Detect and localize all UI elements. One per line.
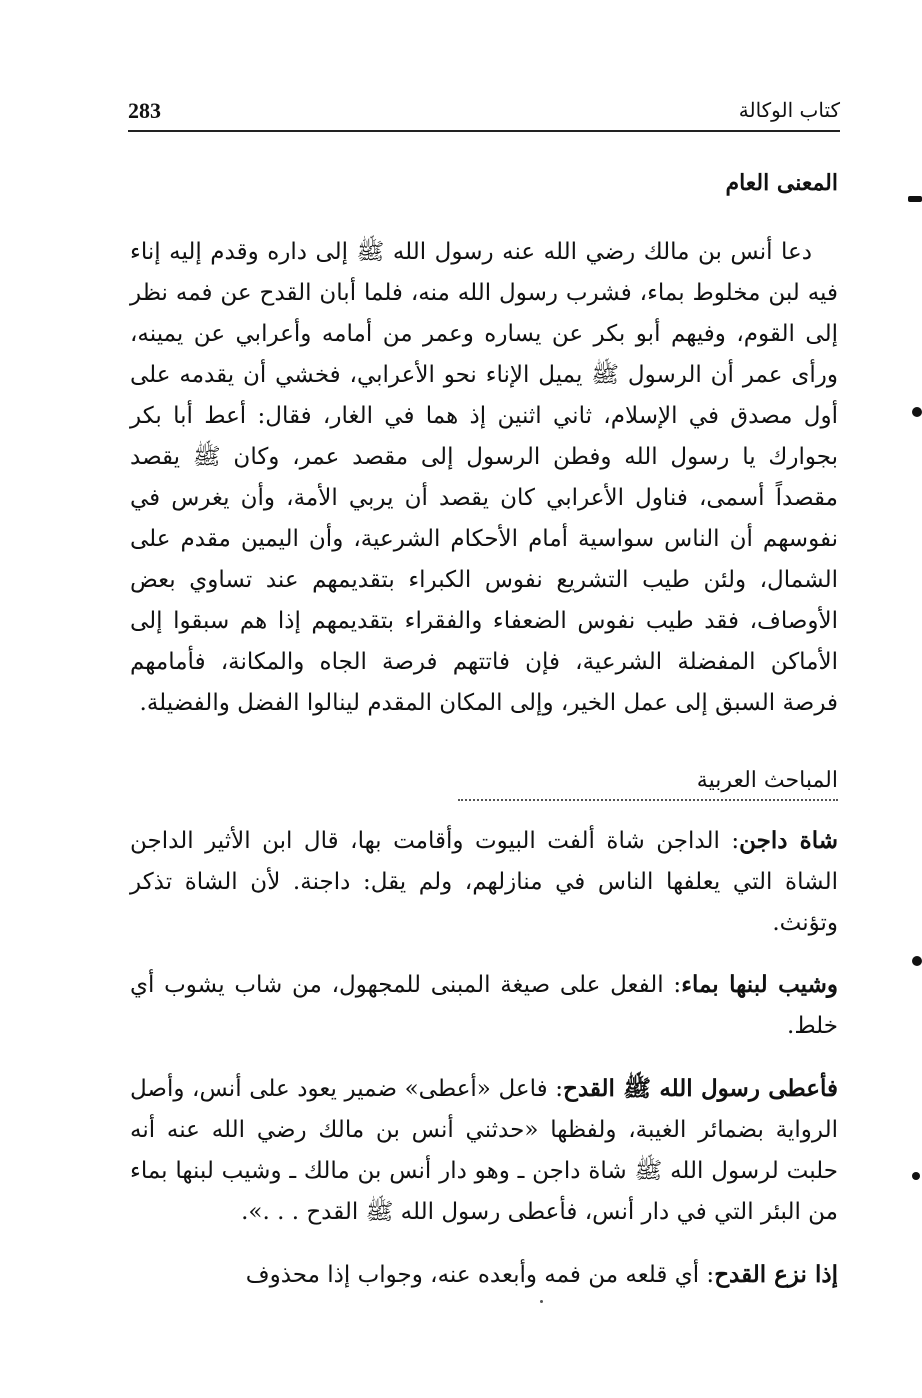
page-number: 283 <box>128 98 161 123</box>
dotted-underline <box>458 799 838 801</box>
definition-shib-labanuha: : الفعل على صيغة المبنى للمجهول، من شاب يشوب أي خلط. <box>130 972 838 1039</box>
paragraph-aata-alqadah <box>130 1068 838 1233</box>
definition-naza-alqadah: : أي قلعه من فمه وأبعده عنه، وجواب إذا محذوف <box>245 1262 715 1288</box>
paragraph-shib-labanuha <box>130 964 838 1047</box>
definition-aata-alqadah: : فاعل «أعطى» ضمير يعود على أنس، وأصل الرواية بضمائر الغيبة، ولفظها «حدثني أنس بن مالك رضي الله عنه أنه حلبت لرسول الله ﷺ شاة داجن ـ وهو دار أنس بن مالك ـ وشيب لبنها بماء من البئر التي في دار أنس، فأعطى رسول الله ﷺ القدح . . .». <box>130 1076 838 1225</box>
margin-mark <box>908 196 922 202</box>
term-shib-labanuha: وشيب لبنها بماء <box>681 971 838 998</box>
section-heading-general-meaning: المعنى العام <box>725 170 838 196</box>
definition-shah-dajin: : الداجن شاة ألفت البيوت وأقامت بها، قال ابن الأثير الداجن الشاة التي يعلفها الناس في منازلهم، ولم يقل: داجنة. لأن الشاة تذكر وتؤنث. <box>130 828 838 936</box>
ink-speck <box>540 1300 543 1303</box>
margin-mark <box>912 407 922 417</box>
running-title: كتاب الوكالة <box>738 98 840 122</box>
page-header <box>128 90 840 132</box>
term-naza-alqadah: إذا نزع القدح <box>714 1261 838 1288</box>
term-aata-alqadah: فأعطى رسول الله ﷺ القدح <box>562 1075 838 1102</box>
paragraph-general-meaning: دعا أنس بن مالك رضي الله عنه رسول الله ﷺ إلى داره وقدم إليه إناء فيه لبن مخلوط بماء، فشرب رسول الله منه، فلما أبان القدح عن فمه نظر إلى القوم، وفيهم أبو بكر عن يساره وعمر من أمامه وأعرابي عن يمينه، ورأى عمر أن الرسول ﷺ يميل الإناء نحو الأعرابي، فخشي أن يقدمه على أول مصدق في الإسلام، ثاني اثنين إذ هما في الغار، فقال: أعط أبا بكر بجوارك يا رسول الله وفطن الرسول إلى مقصد عمر، وكان ﷺ يقصد مقصداً أسمى، فناول الأعرابي كان يقصد أن يربي الأمة، وأن يغرس في نفوسهم أن الناس سواسية أمام الأحكام الشرعية، وأن اليمين مقدم على الشمال، ولئن طيب التشريع نفوس الكبراء بتقديمهم عند تساوي بعض الأوصاف، فقد طيب نفوس الضعفاء والفقراء بتقديمهم إذا هم سبقوا إلى الأماكن المفضلة الشرعية، فإن فاتتهم فرصة الجاه والمكانة، فأمامهم فرصة السبق إلى عمل الخير، وإلى المكان المقدم لينالوا الفضل والفضيلة. <box>130 239 838 716</box>
section-heading-arabic-studies-text: المباحث العربية <box>696 768 838 793</box>
section-heading-arabic-studies <box>130 768 838 801</box>
term-shah-dajin: شاة داجن <box>739 827 838 854</box>
paragraph-naza-alqadah <box>130 1254 838 1296</box>
margin-mark <box>912 1172 920 1180</box>
margin-mark <box>912 956 922 966</box>
paragraph-shah-dajin <box>130 820 838 944</box>
